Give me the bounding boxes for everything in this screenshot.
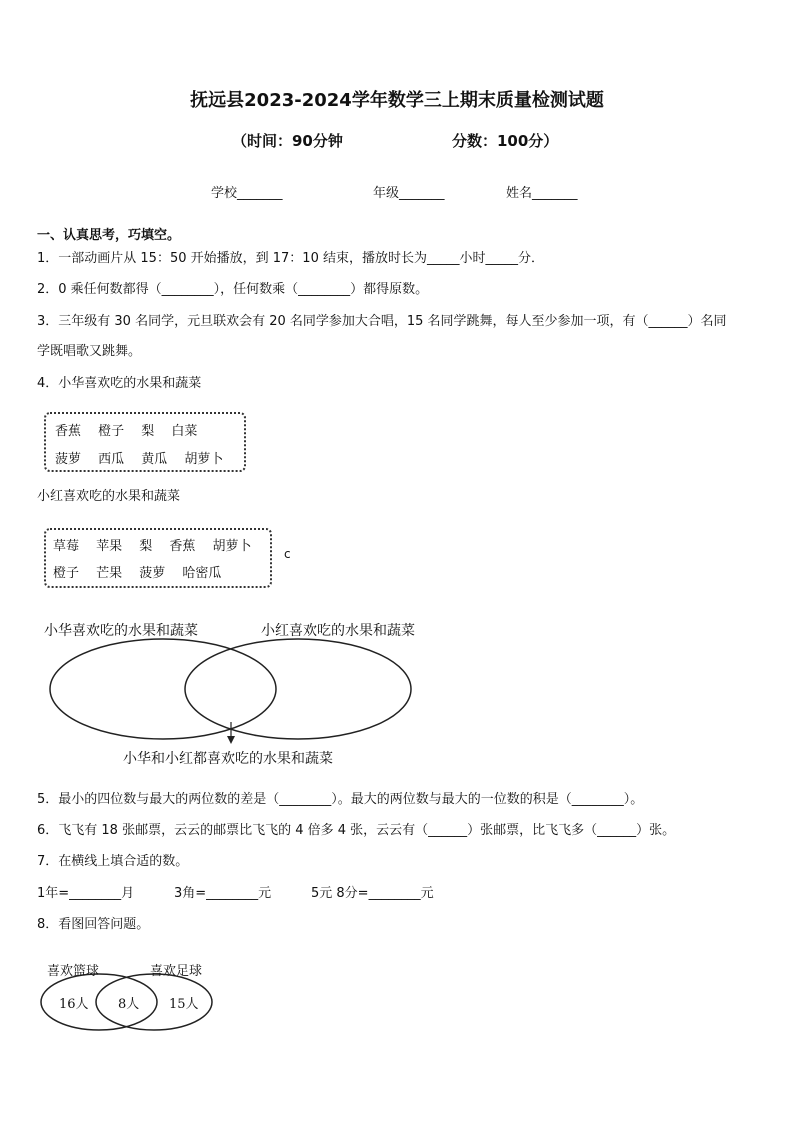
question-7-part-b: 3角=________元 xyxy=(174,886,272,901)
question-3: 3．三年级有 30 名同学，元旦联欢会有 20 名同学参加大合唱，15 名同学跳舞，每人至少参加一项，有（______）名同 xyxy=(37,314,727,329)
football-only-count: 15人 xyxy=(169,997,199,1012)
question-7-part-a: 1年=________月 xyxy=(37,886,135,901)
basketball-label: 喜欢篮球 xyxy=(47,964,100,979)
basketball-only-count: 16人 xyxy=(59,997,89,1012)
exam-score: 分数：100分） xyxy=(452,132,559,150)
question-7-part-c: 5元 8分=________元 xyxy=(311,886,434,901)
question-3-continued: 学既唱歌又跳舞。 xyxy=(37,344,142,359)
question-1: 1．一部动画片从 15：50 开始播放，到 17：10 结束，播放时长为_____小时_____分． xyxy=(37,251,544,266)
venn-right-ellipse xyxy=(185,639,411,739)
both-count: 8人 xyxy=(118,997,140,1012)
school-field: 学校_______ xyxy=(211,186,283,201)
question-7: 7．在横线上填合适的数。 xyxy=(37,854,189,869)
xiaohua-box-row-1: 香蕉 橙子 梨 白菜 xyxy=(55,424,198,439)
question-5: 5．最小的四位数与最大的两位数的差是（________）。最大的两位数与最大的一位数的积是（________）。 xyxy=(37,792,644,807)
page-title: 抚远县2023-2024学年数学三上期末质量检测试题 xyxy=(190,90,604,111)
venn-bottom-label: 小华和小红都喜欢吃的水果和蔬菜 xyxy=(123,751,333,767)
venn-left-label: 小华喜欢吃的水果和蔬菜 xyxy=(44,623,198,639)
grade-field: 年级_______ xyxy=(373,186,445,201)
xiaohong-box-row-1: 草莓 苹果 梨 香蕉 胡萝卜 xyxy=(53,539,252,554)
section-heading: 一、认真思考，巧填空。 xyxy=(37,228,181,243)
question-2: 2．0 乘任何数都得（________），任何数乘（________）都得原数。 xyxy=(37,282,429,297)
venn-arrow-head xyxy=(227,736,235,744)
question-4: 4．小华喜欢吃的水果和蔬菜 xyxy=(37,376,202,391)
question-4-subheading: 小红喜欢吃的水果和蔬菜 xyxy=(37,489,181,504)
name-field: 姓名_______ xyxy=(506,186,578,201)
xiaohua-box-row-2: 菠萝 西瓜 黄瓜 胡萝卜 xyxy=(55,452,224,467)
question-6: 6．飞飞有 18 张邮票，云云的邮票比飞飞的 4 倍多 4 张，云云有（______）张邮票，比飞飞多（______）张。 xyxy=(37,823,676,838)
stray-letter: c xyxy=(284,547,291,561)
venn-right-label: 小红喜欢吃的水果和蔬菜 xyxy=(261,623,415,639)
question-8: 8．看图回答问题。 xyxy=(37,917,150,932)
xiaohong-box-row-2: 橙子 芒果 菠萝 哈密瓜 xyxy=(53,566,222,581)
venn-left-ellipse xyxy=(50,639,276,739)
exam-time: （时间：90分钟 xyxy=(232,132,343,150)
football-label: 喜欢足球 xyxy=(150,964,203,979)
